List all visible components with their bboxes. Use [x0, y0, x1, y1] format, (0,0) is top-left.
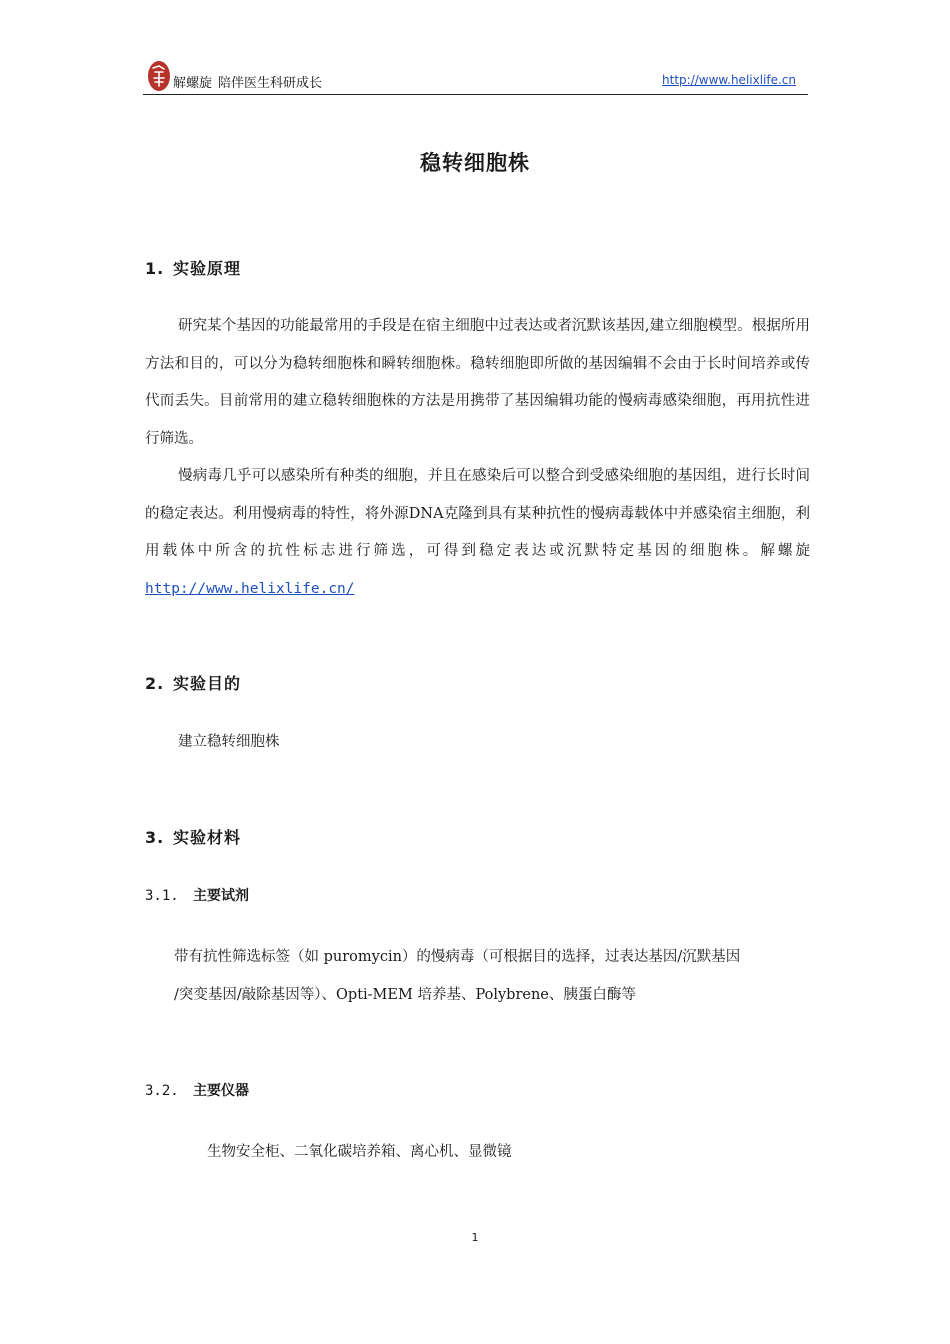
- subsection-3-2-heading: [145, 1080, 249, 1100]
- page-header: [143, 60, 808, 95]
- paragraph-principle-1: 研究某个基因的功能最常用的手段是在宿主细胞中过表达或者沉默该基因,建立细胞模型。根据所用方法和目的，可以分为稳转细胞株和瞬转细胞株。稳转细胞即所做的基因编辑不会由于长时间培养或传代而丢失。目前常用的建立稳转细胞株的方法是用携带了基因编辑功能的慢病毒感染细胞，再用抗性进行筛选。: [145, 318, 810, 447]
- page-number: 1: [471, 1231, 479, 1244]
- brand-name: 解螺旋: [173, 76, 213, 91]
- section-number: 1.: [145, 259, 165, 278]
- reagents-line-1: 带有抗性筛选标签（如 puromycin）的慢病毒（可根据目的选择，过表达基因/沉默基因: [174, 949, 741, 965]
- helixlife-link[interactable]: http://www.helixlife.cn/: [145, 580, 355, 597]
- paragraph-principle-2: [145, 458, 810, 608]
- section-number: 2.: [145, 674, 165, 693]
- subsection-title: 主要仪器: [193, 1083, 249, 1099]
- subsection-number: 3.2.: [145, 1083, 179, 1099]
- reagents-line-2: /突变基因/敲除基因等）、Opti-MEM 培养基、Polybrene、胰蛋白酶等: [174, 987, 636, 1003]
- helix-logo-icon: [147, 60, 171, 92]
- section-3-heading: [145, 825, 241, 848]
- brand-slogan: 陪伴医生科研成长: [218, 76, 323, 91]
- section-1-heading: [145, 256, 241, 279]
- subsection-title: 主要试剂: [193, 888, 249, 904]
- purpose-text: 建立稳转细胞株: [178, 734, 280, 750]
- section-title: 实验原理: [173, 259, 242, 278]
- instruments-text: 生物安全柜、二氧化碳培养箱、离心机、显微镜: [207, 1144, 512, 1160]
- section-2-heading: [145, 671, 241, 694]
- paragraph-text: 慢病毒几乎可以感染所有种类的细胞，并且在感染后可以整合到受感染细胞的基因组，进行长时间的稳定表达。利用慢病毒的特性，将外源DNA克隆到具有某种抗性的慢病毒载体中并感染宿主细胞，利用载体中所含的抗性标志进行筛选，可得到稳定表达或沉默特定基因的细胞株。解螺旋: [145, 468, 810, 559]
- subsection-3-1-heading: [145, 885, 249, 905]
- document-title: 稳转细胞株: [420, 151, 530, 175]
- section-title: 实验材料: [173, 828, 242, 847]
- brand-text: [173, 72, 322, 91]
- section-title: 实验目的: [173, 674, 242, 693]
- subsection-number: 3.1.: [145, 888, 179, 904]
- section-number: 3.: [145, 828, 165, 847]
- header-url-link[interactable]: http://www.helixlife.cn: [662, 73, 796, 87]
